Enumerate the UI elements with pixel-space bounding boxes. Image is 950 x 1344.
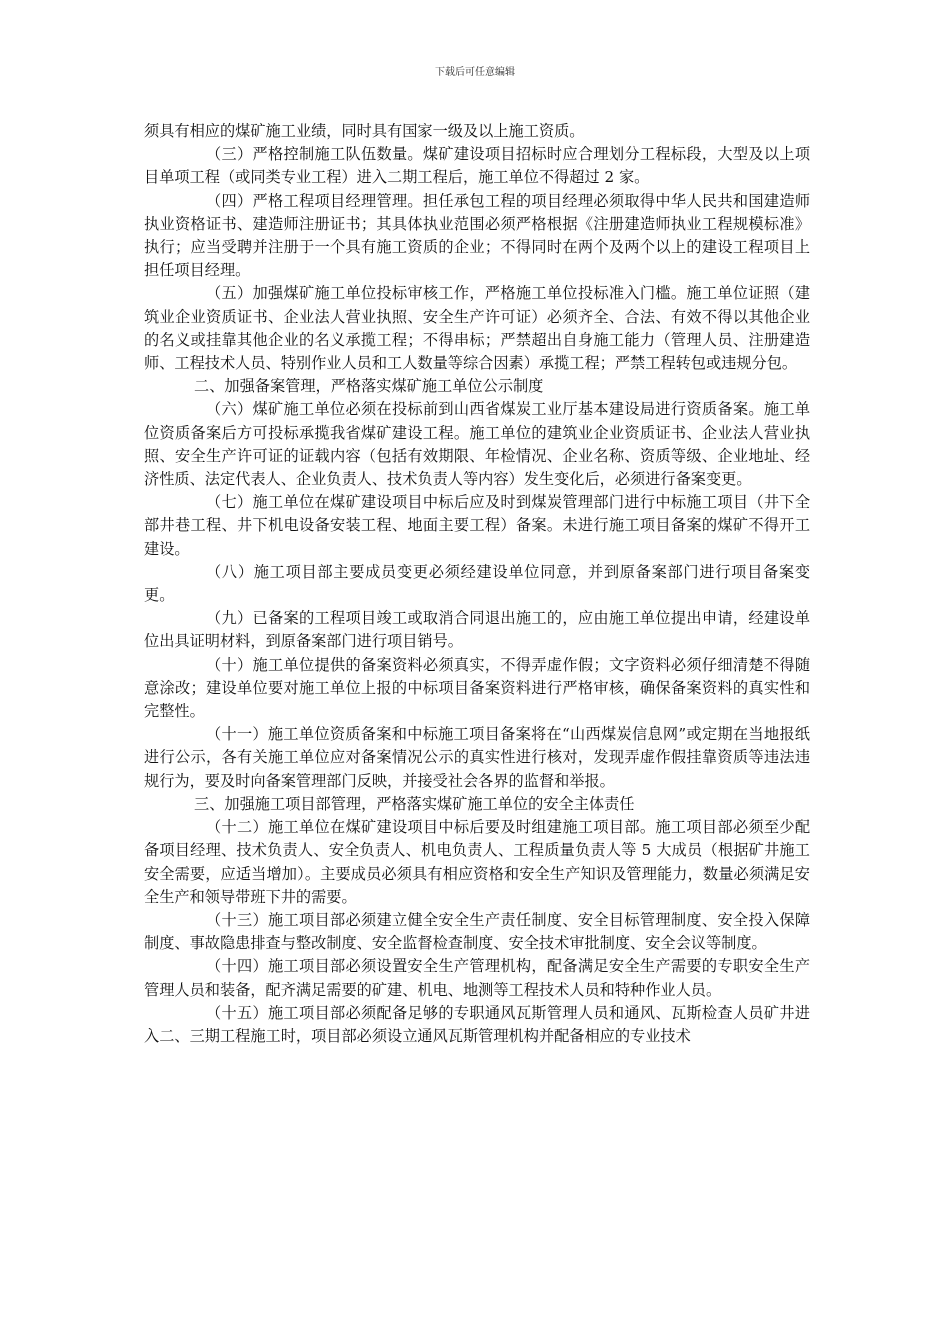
- paragraph: （六）煤矿施工单位必须在投标前到山西省煤炭工业厅基本建设局进行资质备案。施工单位资质备案后方可投标承揽我省煤矿建设工程。施工单位的建筑业企业资质证书、企业法人营业执照、安全生产许可证的证载内容（包括有效期限、年检情况、企业名称、资质等级、企业地址、经济性质、法定代表人、企业负责人、技术负责人等内容）发生变化后，必须进行备案变更。: [144, 400, 810, 489]
- paragraph: （十三）施工项目部必须建立健全安全生产责任制度、安全目标管理制度、安全投入保障制度、事故隐患排查与整改制度、安全监督检查制度、安全技术审批制度、安全会议等制度。: [144, 910, 810, 953]
- page-header: 下载后可任意编辑: [435, 67, 515, 78]
- document-body: [144, 120, 810, 1048]
- paragraph: （五）加强煤矿施工单位投标审核工作，严格施工单位投标准入门槛。施工单位证照（建筑业企业资质证书、企业法人营业执照、安全生产许可证）必须齐全、合法、有效不得以其他企业的名义或挂靠其他企业的名义承揽工程；不得串标；严禁超出自身施工能力（管理人员、注册建造师、工程技术人员、特别作业人员和工人数量等综合因素）承揽工程；严禁工程转包或违规分包。: [144, 284, 810, 373]
- section-heading: 三、加强施工项目部管理，严格落实煤矿施工单位的安全主体责任: [194, 794, 635, 813]
- paragraph: 须具有相应的煤矿施工业绩，同时具有国家一级及以上施工资质。: [144, 122, 585, 140]
- section-heading: 二、加强备案管理，严格落实煤矿施工单位公示制度: [194, 377, 544, 396]
- paragraph: （十二）施工单位在煤矿建设项目中标后要及时组建施工项目部。施工项目部必须至少配备项目经理、技术负责人、安全负责人、机电负责人、工程质量负责人等 5 大成员（根据矿井施工安全需要，应适当增加）。主要成员必须具有相应资格和安全生产知识及管理能力，数量必须满足安全生产和领导带班下井的需要。: [144, 818, 810, 906]
- paragraph: （十）施工单位提供的备案资料必须真实，不得弄虚作假；文字资料必须仔细清楚不得随意涂改；建设单位要对施工单位上报的中标项目备案资料进行严格审核，确保备案资料的真实性和完整性。: [144, 655, 810, 721]
- paragraph: （三）严格控制施工队伍数量。煤矿建设项目招标时应合理划分工程标段，大型及以上项目单项工程（或同类专业工程）进入二期工程后，施工单位不得超过 2 家。: [144, 145, 810, 187]
- paragraph: （十一）施工单位资质备案和中标施工项目备案将在“山西煤炭信息网”或定期在当地报纸进行公示，各有关施工单位应对备案情况公示的真实性进行核对，发现弄虚作假挂靠资质等违法违规行为，要及时向备案管理部门反映，并接受社会各界的监督和举报。: [144, 725, 810, 790]
- paragraph: （八）施工项目部主要成员变更必须经建设单位同意，并到原备案部门进行项目备案变更。: [144, 562, 810, 605]
- paragraph: （十四）施工项目部必须设置安全生产管理机构，配备满足安全生产需要的专职安全生产管理人员和装备，配齐满足需要的矿建、机电、地测等工程技术人员和特种作业人员。: [144, 957, 810, 999]
- paragraph: （七）施工单位在煤矿建设项目中标后应及时到煤炭管理部门进行中标施工项目（井下全部井巷工程、井下机电设备安装工程、地面主要工程）备案。未进行施工项目备案的煤矿不得开工建设。: [144, 493, 810, 558]
- paragraph: （十五）施工项目部必须配备足够的专职通风瓦斯管理人员和通风、瓦斯检查人员矿井进入二、三期工程施工时，项目部必须设立通风瓦斯管理机构并配备相应的专业技术: [144, 1003, 810, 1045]
- paragraph: （九）已备案的工程项目竣工或取消合同退出施工的，应由施工单位提出申请，经建设单位出具证明材料，到原备案部门进行项目销号。: [144, 609, 810, 651]
- paragraph: （四）严格工程项目经理管理。担任承包工程的项目经理必须取得中华人民共和国建造师执业资格证书、建造师注册证书；其具体执业范围必须严格根据《注册建造师执业工程规模标准》执行；应当受聘并注册于一个具有施工资质的企业；不得同时在两个及两个以上的建设工程项目上担任项目经理。: [144, 191, 810, 280]
